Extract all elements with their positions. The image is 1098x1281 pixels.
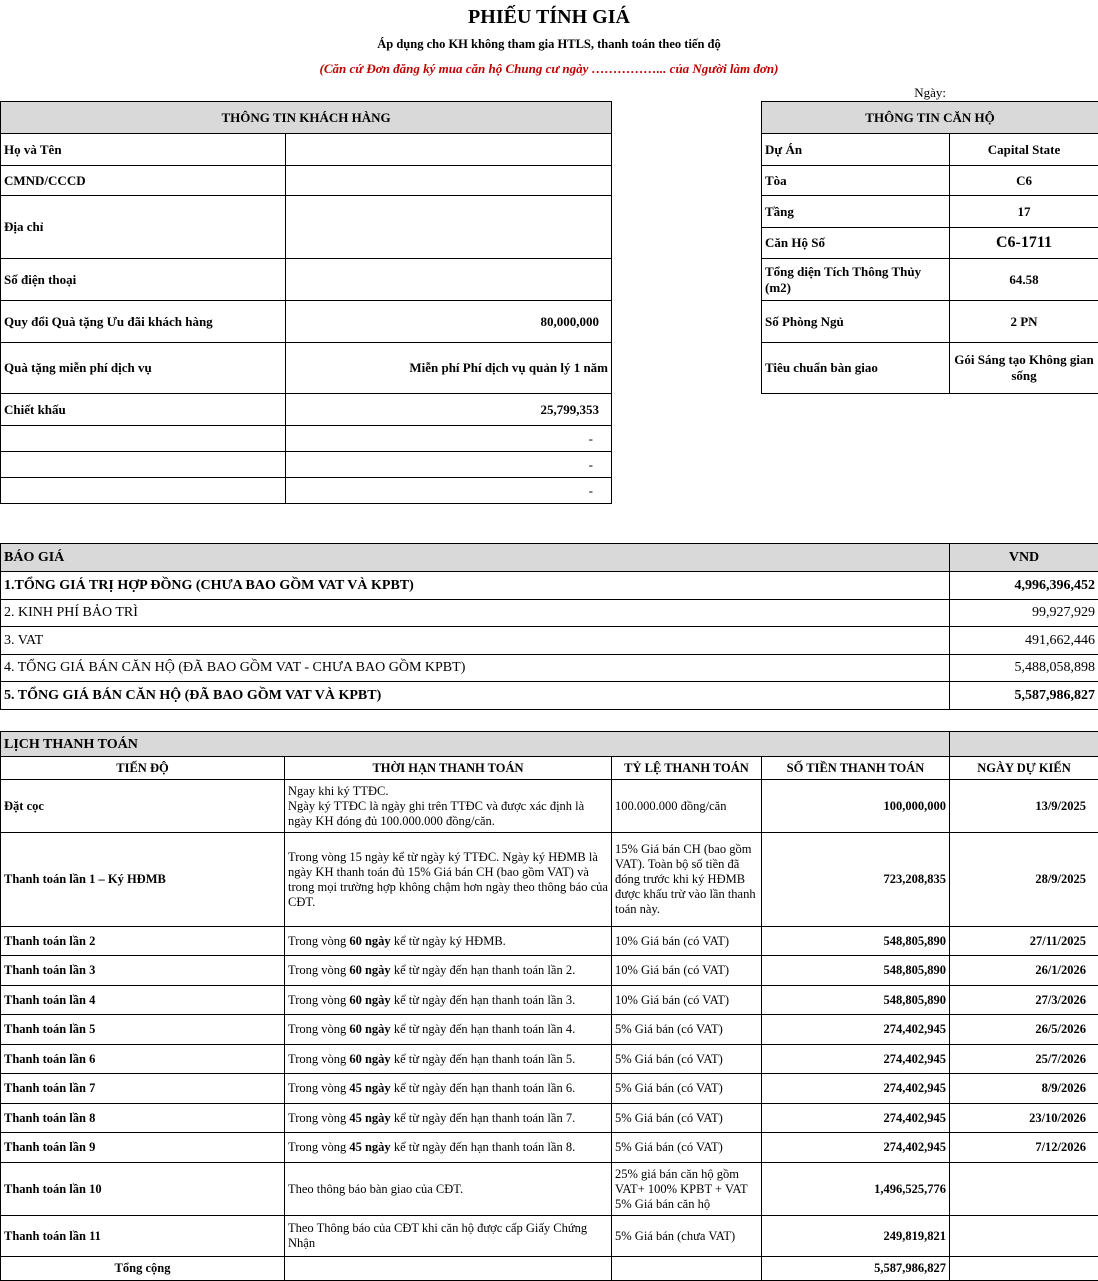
- customer-name-field[interactable]: [286, 134, 612, 166]
- page-title: PHIẾU TÍNH GIÁ: [0, 6, 1098, 29]
- schedule-heading: LỊCH THANH TOÁN: [1, 732, 950, 757]
- ratio-cell: 25% giá bán căn hộ gồm VAT+ 100% KPBT + VAT 5% Giá bán căn hộ: [612, 1163, 762, 1216]
- customer-label: Quy đổi Quà tặng Ưu đãi khách hàng: [1, 301, 286, 343]
- date-cell: 23/10/2026: [950, 1104, 1098, 1133]
- date-cell: 27/11/2025: [950, 927, 1098, 956]
- amount-cell: 274,402,945: [762, 1015, 950, 1045]
- amount-cell: 274,402,945: [762, 1074, 950, 1104]
- amount-cell: 548,805,890: [762, 986, 950, 1015]
- quote-row-label: 1.TỔNG GIÁ TRỊ HỢP ĐỒNG (CHƯA BAO GỒM VAT VÀ KPBT): [1, 572, 950, 600]
- amount-cell: 100,000,000: [762, 780, 950, 833]
- date-cell: 26/5/2026: [950, 1015, 1098, 1045]
- date-cell: 7/12/2026: [950, 1133, 1098, 1163]
- stage-cell: Thanh toán lần 10: [1, 1163, 285, 1216]
- apartment-label: Số Phòng Ngủ: [762, 301, 950, 343]
- ratio-cell: 5% Giá bán (có VAT): [612, 1074, 762, 1104]
- term-cell: Trong vòng 60 ngày kể từ ngày đến hạn thanh toán lần 4.: [285, 1015, 612, 1045]
- date-cell: 27/3/2026: [950, 986, 1098, 1015]
- ratio-cell: 5% Giá bán (có VAT): [612, 1104, 762, 1133]
- table-row: [1, 780, 1098, 833]
- amount-cell: 274,402,945: [762, 1045, 950, 1074]
- amount-cell: 548,805,890: [762, 956, 950, 986]
- total-row: [1, 1257, 1098, 1281]
- currency-label: VND: [950, 544, 1098, 572]
- column-header: SỐ TIỀN THANH TOÁN: [762, 757, 950, 780]
- amount-cell: 723,208,835: [762, 833, 950, 927]
- quote-row-label: 5. TỔNG GIÁ BÁN CĂN HỘ (ĐÃ BAO GỒM VAT VÀ KPBT): [1, 682, 950, 710]
- term-cell: Trong vòng 45 ngày kể từ ngày đến hạn thanh toán lần 6.: [285, 1074, 612, 1104]
- term-cell: Trong vòng 45 ngày kể từ ngày đến hạn thanh toán lần 7.: [285, 1104, 612, 1133]
- ratio-cell: 10% Giá bán (có VAT): [612, 956, 762, 986]
- customer-id-field[interactable]: [286, 166, 612, 196]
- stage-cell: Thanh toán lần 9: [1, 1133, 285, 1163]
- table-row: [1, 833, 1098, 927]
- column-header: TIẾN ĐỘ: [1, 757, 285, 780]
- customer-label: Họ và Tên: [1, 134, 286, 166]
- stage-cell: Thanh toán lần 2: [1, 927, 285, 956]
- apartment-info-heading: THÔNG TIN CĂN HỘ: [762, 102, 1098, 134]
- term-cell: Trong vòng 15 ngày kể từ ngày ký TTĐC. Ngày ký HĐMB là ngày KH thanh toán đủ 15% Giá bán CH (bao gồm VAT) và trong mọi trường hợp không chậm hơn ngày theo thông báo của CĐT.: [285, 833, 612, 927]
- stage-cell: Thanh toán lần 6: [1, 1045, 285, 1074]
- project-value: Capital State: [950, 134, 1098, 166]
- apartment-label: Tổng diện Tích Thông Thủy (m2): [762, 259, 950, 301]
- amount-cell: 548,805,890: [762, 927, 950, 956]
- amount-cell: 274,402,945: [762, 1104, 950, 1133]
- customer-info-heading: THÔNG TIN KHÁCH HÀNG: [1, 102, 612, 134]
- customer-label: [1, 426, 286, 452]
- term-cell: Trong vòng 60 ngày kể từ ngày đến hạn thanh toán lần 5.: [285, 1045, 612, 1074]
- page-subtitle: Áp dụng cho KH không tham gia HTLS, thanh toán theo tiến độ: [0, 37, 1098, 52]
- floor-value: 17: [950, 196, 1098, 228]
- empty-value: -: [286, 452, 612, 478]
- table-row: [1, 1045, 1098, 1074]
- quote-table: [0, 543, 1098, 710]
- table-row: [1, 1015, 1098, 1045]
- total-amount: 5,587,986,827: [762, 1257, 950, 1281]
- empty-value: -: [286, 478, 612, 504]
- term-cell: Trong vòng 60 ngày kể từ ngày đến hạn thanh toán lần 3.: [285, 986, 612, 1015]
- apartment-info-table: [761, 101, 1098, 394]
- stage-cell: Thanh toán lần 11: [1, 1216, 285, 1257]
- table-row: [1, 1074, 1098, 1104]
- empty-value: -: [286, 426, 612, 452]
- amount-cell: 274,402,945: [762, 1133, 950, 1163]
- table-row: [1, 1163, 1098, 1216]
- quote-row-label: 3. VAT: [1, 627, 950, 655]
- table-row: [1, 1133, 1098, 1163]
- table-row: [1, 956, 1098, 986]
- term-cell: Theo Thông báo của CĐT khi căn hộ được cấp Giấy Chứng Nhận: [285, 1216, 612, 1257]
- customer-label: Chiết khấu: [1, 394, 286, 426]
- discount-value: 25,799,353: [286, 394, 612, 426]
- stage-cell: Đặt cọc: [1, 780, 285, 833]
- ratio-cell: 5% Giá bán (có VAT): [612, 1133, 762, 1163]
- table-row: [1, 927, 1098, 956]
- term-cell: Trong vòng 45 ngày kể từ ngày đến hạn thanh toán lần 8.: [285, 1133, 612, 1163]
- apartment-label: Tầng: [762, 196, 950, 228]
- date-cell: 8/9/2026: [950, 1074, 1098, 1104]
- customer-label: Địa chỉ: [1, 196, 286, 259]
- stage-cell: Thanh toán lần 4: [1, 986, 285, 1015]
- term-cell: Trong vòng 60 ngày kể từ ngày ký HĐMB.: [285, 927, 612, 956]
- ratio-cell: 5% Giá bán (chưa VAT): [612, 1216, 762, 1257]
- quote-row-label: 4. TỔNG GIÁ BÁN CĂN HỘ (ĐÃ BAO GỒM VAT - CHƯA BAO GỒM KPBT): [1, 655, 950, 682]
- quote-heading: BÁO GIÁ: [1, 544, 950, 572]
- date-cell: 26/1/2026: [950, 956, 1098, 986]
- apartment-label: Tòa: [762, 166, 950, 196]
- date-cell: 25/7/2026: [950, 1045, 1098, 1074]
- column-header: THỜI HẠN THANH TOÁN: [285, 757, 612, 780]
- payment-schedule-table: [0, 731, 1098, 1281]
- column-header: NGÀY DỰ KIẾN: [950, 757, 1098, 780]
- date-cell: 28/9/2025: [950, 833, 1098, 927]
- gift-value: 80,000,000: [286, 301, 612, 343]
- date-label: Ngày:: [880, 85, 946, 101]
- stage-cell: Thanh toán lần 5: [1, 1015, 285, 1045]
- customer-label: [1, 478, 286, 504]
- customer-phone-field[interactable]: [286, 259, 612, 301]
- customer-label: Quà tặng miễn phí dịch vụ: [1, 343, 286, 394]
- ratio-cell: 10% Giá bán (có VAT): [612, 986, 762, 1015]
- term-cell: Ngay khi ký TTĐC. Ngày ký TTĐC là ngày ghi trên TTĐC và được xác định là ngày KH đóng đủ 100.000.000 đồng/căn.: [285, 780, 612, 833]
- service-gift-value: Miễn phí Phí dịch vụ quản lý 1 năm: [286, 343, 612, 394]
- stage-cell: Thanh toán lần 7: [1, 1074, 285, 1104]
- stage-cell: Thanh toán lần 3: [1, 956, 285, 986]
- quote-row-label: 2. KINH PHÍ BẢO TRÌ: [1, 600, 950, 627]
- apartment-label: Tiêu chuẩn bàn giao: [762, 343, 950, 394]
- area-value: 64.58: [950, 259, 1098, 301]
- quote-row-value: 4,996,396,452: [950, 572, 1098, 600]
- ratio-cell: 15% Giá bán CH (bao gồm VAT). Toàn bộ số tiền đã đóng trước khi ký HĐMB được khấu trừ vào lần thanh toán này.: [612, 833, 762, 927]
- table-row: [1, 1216, 1098, 1257]
- customer-info-table: [0, 101, 612, 504]
- handover-standard-value: Gói Sáng tạo Không gian sống: [950, 343, 1098, 394]
- apartment-label: Căn Hộ Số: [762, 228, 950, 259]
- bedrooms-value: 2 PN: [950, 301, 1098, 343]
- apartment-label: Dự Án: [762, 134, 950, 166]
- amount-cell: 1,496,525,776: [762, 1163, 950, 1216]
- date-cell: [950, 1216, 1098, 1257]
- amount-cell: 249,819,821: [762, 1216, 950, 1257]
- ratio-cell: 10% Giá bán (có VAT): [612, 927, 762, 956]
- quote-row-value: 99,927,929: [950, 600, 1098, 627]
- customer-address-field[interactable]: [286, 196, 612, 259]
- column-header: TỶ LỆ THANH TOÁN: [612, 757, 762, 780]
- stage-cell: Thanh toán lần 8: [1, 1104, 285, 1133]
- date-cell: 13/9/2025: [950, 780, 1098, 833]
- quote-row-value: 5,488,058,898: [950, 655, 1098, 682]
- customer-label: [1, 452, 286, 478]
- ratio-cell: 100.000.000 đồng/căn: [612, 780, 762, 833]
- table-row: [1, 986, 1098, 1015]
- total-label: Tổng cộng: [1, 1257, 285, 1281]
- customer-label: CMND/CCCD: [1, 166, 286, 196]
- term-cell: Trong vòng 60 ngày kể từ ngày đến hạn thanh toán lần 2.: [285, 956, 612, 986]
- page-note: (Căn cứ Đơn đăng ký mua căn hộ Chung cư ngày ……………... của Người làm đơn): [0, 61, 1098, 77]
- quote-row-value: 491,662,446: [950, 627, 1098, 655]
- ratio-cell: 5% Giá bán (có VAT): [612, 1015, 762, 1045]
- term-cell: Theo thông báo bàn giao của CĐT.: [285, 1163, 612, 1216]
- unit-value: C6-1711: [950, 228, 1098, 259]
- quote-row-value: 5,587,986,827: [950, 682, 1098, 710]
- customer-label: Số điện thoại: [1, 259, 286, 301]
- stage-cell: Thanh toán lần 1 – Ký HĐMB: [1, 833, 285, 927]
- ratio-cell: 5% Giá bán (có VAT): [612, 1045, 762, 1074]
- tower-value: C6: [950, 166, 1098, 196]
- table-row: [1, 1104, 1098, 1133]
- date-cell: [950, 1163, 1098, 1216]
